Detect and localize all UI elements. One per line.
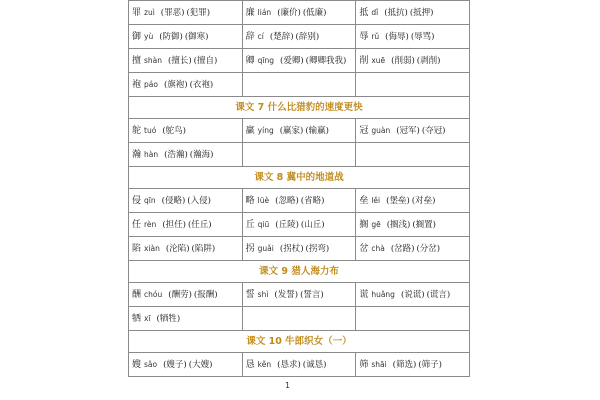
character: 冠 bbox=[359, 125, 369, 136]
vocab-row bbox=[129, 283, 470, 307]
vocab-cell bbox=[242, 283, 356, 307]
pinyin: lián bbox=[257, 7, 272, 17]
example-word: (爱卿) bbox=[280, 55, 304, 66]
vocab-cell bbox=[129, 353, 243, 377]
example-word: (沦陷) bbox=[165, 243, 190, 254]
vocab-cell bbox=[242, 119, 356, 143]
example-word: (擅长) bbox=[168, 55, 192, 66]
example-word: (入侵) bbox=[187, 195, 211, 206]
character: 陷 bbox=[132, 243, 142, 254]
example-word: (恳求) bbox=[277, 359, 301, 370]
example-word: (对垒) bbox=[411, 195, 436, 206]
character: 岔 bbox=[359, 243, 369, 254]
vocab-cell bbox=[356, 73, 470, 97]
example-word: (谎言) bbox=[426, 289, 451, 300]
character: 拐 bbox=[245, 243, 255, 254]
example-word: (冠军) bbox=[396, 125, 420, 136]
pinyin: dǐ bbox=[371, 7, 379, 17]
pinyin: huǎng bbox=[371, 289, 395, 299]
example-word: (陷阱) bbox=[191, 243, 216, 254]
example-word: (拐弯) bbox=[305, 243, 330, 254]
pinyin: sǎo bbox=[144, 359, 158, 369]
example-word: (担任) bbox=[162, 219, 186, 230]
vocab-row bbox=[129, 49, 470, 73]
vocab-cell bbox=[356, 143, 470, 167]
character: 略 bbox=[245, 195, 255, 206]
example-word: (抵抗) bbox=[384, 7, 408, 18]
vocab-row bbox=[129, 213, 470, 237]
pinyin: lüè bbox=[257, 195, 270, 205]
character: 擅 bbox=[132, 55, 142, 66]
pinyin: yíng bbox=[257, 125, 274, 135]
character: 御 bbox=[132, 31, 142, 42]
lesson-heading: 课文 10 牛郎织女（一） bbox=[129, 331, 470, 353]
pinyin: kěn bbox=[257, 359, 272, 369]
vocab-cell bbox=[129, 49, 243, 73]
vocab-cell bbox=[242, 143, 356, 167]
example-word: (酬劳) bbox=[168, 289, 192, 300]
vocabulary-table bbox=[128, 0, 470, 377]
vocab-row bbox=[129, 143, 470, 167]
example-word: (输赢) bbox=[305, 125, 329, 136]
lesson-heading-row bbox=[129, 97, 470, 119]
character: 谎 bbox=[359, 289, 369, 300]
pinyin: shāi bbox=[371, 359, 387, 369]
example-word: (搁置) bbox=[412, 219, 436, 230]
character: 卿 bbox=[245, 55, 255, 66]
vocabulary-sheet bbox=[128, 0, 470, 377]
example-word: (侵略) bbox=[161, 195, 186, 206]
vocab-cell bbox=[129, 283, 243, 307]
example-word: (擅自) bbox=[193, 55, 218, 66]
example-word: (省略) bbox=[300, 195, 325, 206]
example-word: (浩瀚) bbox=[164, 149, 188, 160]
pinyin: tuó bbox=[144, 125, 157, 135]
pinyin: lěi bbox=[371, 195, 381, 205]
pinyin: qīn bbox=[144, 195, 156, 205]
lesson-heading-row bbox=[129, 261, 470, 283]
character: 侵 bbox=[132, 195, 142, 206]
character: 削 bbox=[359, 55, 369, 66]
character: 廉 bbox=[245, 7, 255, 18]
vocab-cell bbox=[242, 213, 356, 237]
pinyin: guǎi bbox=[257, 243, 274, 253]
example-word: (发誓) bbox=[274, 289, 299, 300]
vocab-cell bbox=[356, 307, 470, 331]
vocab-cell bbox=[242, 189, 356, 213]
example-word: (任丘) bbox=[187, 219, 212, 230]
example-word: (丘陵) bbox=[275, 219, 299, 230]
example-word: (衣袍) bbox=[189, 79, 214, 90]
example-word: (旗袍) bbox=[163, 79, 188, 90]
vocab-cell bbox=[356, 283, 470, 307]
pinyin: shàn bbox=[144, 55, 163, 65]
vocab-row bbox=[129, 25, 470, 49]
vocab-cell bbox=[129, 1, 243, 25]
pinyin: chóu bbox=[144, 289, 163, 299]
pinyin: yù bbox=[144, 31, 154, 41]
example-word: (鸵鸟) bbox=[162, 125, 186, 136]
vocab-cell bbox=[129, 73, 243, 97]
example-word: (剥削) bbox=[416, 55, 441, 66]
character: 誓 bbox=[245, 289, 255, 300]
example-word: (诚恳) bbox=[302, 359, 327, 370]
vocab-cell bbox=[129, 119, 243, 143]
vocab-cell bbox=[242, 73, 356, 97]
example-word: (山丘) bbox=[300, 219, 325, 230]
character: 抵 bbox=[359, 7, 369, 18]
pinyin: rèn bbox=[144, 219, 157, 229]
character: 鸵 bbox=[132, 125, 142, 136]
pinyin: zuì bbox=[144, 7, 155, 17]
vocab-cell bbox=[129, 213, 243, 237]
example-word: (罪恶) bbox=[160, 7, 185, 18]
pinyin: guàn bbox=[371, 125, 391, 135]
vocab-row bbox=[129, 353, 470, 377]
vocab-cell bbox=[356, 353, 470, 377]
character: 酬 bbox=[132, 289, 142, 300]
example-word: (搁浅) bbox=[386, 219, 411, 230]
example-word: (削弱) bbox=[391, 55, 415, 66]
vocab-cell bbox=[129, 307, 243, 331]
pinyin: shì bbox=[257, 289, 269, 299]
example-word: (筛子) bbox=[418, 359, 442, 370]
pinyin: xuē bbox=[371, 55, 386, 65]
vocab-row bbox=[129, 73, 470, 97]
vocab-cell bbox=[129, 143, 243, 167]
vocab-cell bbox=[242, 307, 356, 331]
character: 搁 bbox=[359, 219, 369, 230]
character: 垒 bbox=[359, 195, 369, 206]
vocab-cell bbox=[242, 49, 356, 73]
vocab-cell bbox=[242, 353, 356, 377]
example-word: (卿卿我我) bbox=[305, 55, 347, 66]
example-word: (大嫂) bbox=[188, 359, 213, 370]
vocab-cell bbox=[129, 25, 243, 49]
vocab-row bbox=[129, 307, 470, 331]
vocab-cell bbox=[356, 189, 470, 213]
vocab-cell bbox=[356, 1, 470, 25]
example-word: (忽略) bbox=[275, 195, 299, 206]
vocab-cell bbox=[356, 49, 470, 73]
example-word: (说谎) bbox=[400, 289, 425, 300]
character: 筛 bbox=[359, 359, 369, 370]
example-word: (分岔) bbox=[416, 243, 441, 254]
example-word: (楚辞) bbox=[269, 31, 294, 42]
example-word: (御寒) bbox=[184, 31, 209, 42]
vocab-cell bbox=[356, 25, 470, 49]
character: 赢 bbox=[245, 125, 255, 136]
vocab-row bbox=[129, 237, 470, 261]
vocab-cell bbox=[242, 1, 356, 25]
example-word: (报酬) bbox=[193, 289, 218, 300]
example-word: (侮辱) bbox=[385, 31, 409, 42]
vocab-cell bbox=[129, 189, 243, 213]
pinyin: cí bbox=[257, 31, 264, 41]
pinyin: qiū bbox=[257, 219, 270, 229]
example-word: (防御) bbox=[159, 31, 183, 42]
pinyin: qīng bbox=[257, 55, 275, 65]
character: 罪 bbox=[132, 7, 142, 18]
example-word: (誓言) bbox=[300, 289, 324, 300]
pinyin: xiàn bbox=[144, 243, 160, 253]
pinyin: gē bbox=[371, 219, 381, 229]
vocab-cell bbox=[242, 25, 356, 49]
example-word: (夺冠) bbox=[421, 125, 446, 136]
vocab-row bbox=[129, 1, 470, 25]
page-number: 1 bbox=[285, 381, 291, 390]
pinyin: chà bbox=[371, 243, 385, 253]
example-word: (岔路) bbox=[390, 243, 415, 254]
character: 丘 bbox=[245, 219, 255, 230]
lesson-heading: 课文 9 猎人海力布 bbox=[129, 261, 470, 283]
example-word: (低廉) bbox=[302, 7, 327, 18]
example-word: (辞别) bbox=[295, 31, 320, 42]
vocab-row bbox=[129, 189, 470, 213]
example-word: (嫂子) bbox=[163, 359, 187, 370]
example-word: (牺牲) bbox=[156, 313, 181, 324]
example-word: (廉价) bbox=[277, 7, 301, 18]
character: 辱 bbox=[359, 31, 369, 42]
vocab-cell bbox=[356, 119, 470, 143]
example-word: (瀚海) bbox=[189, 149, 214, 160]
character: 瀚 bbox=[132, 149, 142, 160]
pinyin: rǔ bbox=[371, 31, 380, 41]
pinyin: hàn bbox=[144, 149, 159, 159]
character: 牺 bbox=[132, 313, 142, 324]
lesson-heading: 课文 7 什么比猎豹的速度更快 bbox=[129, 97, 470, 119]
lesson-heading-row bbox=[129, 331, 470, 353]
character: 任 bbox=[132, 219, 142, 230]
example-word: (辱骂) bbox=[410, 31, 435, 42]
character: 袍 bbox=[132, 79, 142, 90]
example-word: (拐杖) bbox=[279, 243, 304, 254]
lesson-heading: 课文 8 冀中的地道战 bbox=[129, 167, 470, 189]
example-word: (犯罪) bbox=[186, 7, 211, 18]
example-word: (堡垒) bbox=[386, 195, 410, 206]
character: 嫂 bbox=[132, 359, 142, 370]
character: 恳 bbox=[245, 359, 255, 370]
character: 辞 bbox=[245, 31, 255, 42]
vocab-row bbox=[129, 119, 470, 143]
example-word: (抵押) bbox=[409, 7, 434, 18]
pinyin: xī bbox=[144, 313, 151, 323]
example-word: (赢家) bbox=[279, 125, 304, 136]
example-word: (筛选) bbox=[392, 359, 417, 370]
vocab-cell bbox=[242, 237, 356, 261]
vocab-cell bbox=[356, 237, 470, 261]
vocab-cell bbox=[356, 213, 470, 237]
vocab-cell bbox=[129, 237, 243, 261]
pinyin: páo bbox=[144, 79, 158, 89]
lesson-heading-row bbox=[129, 167, 470, 189]
